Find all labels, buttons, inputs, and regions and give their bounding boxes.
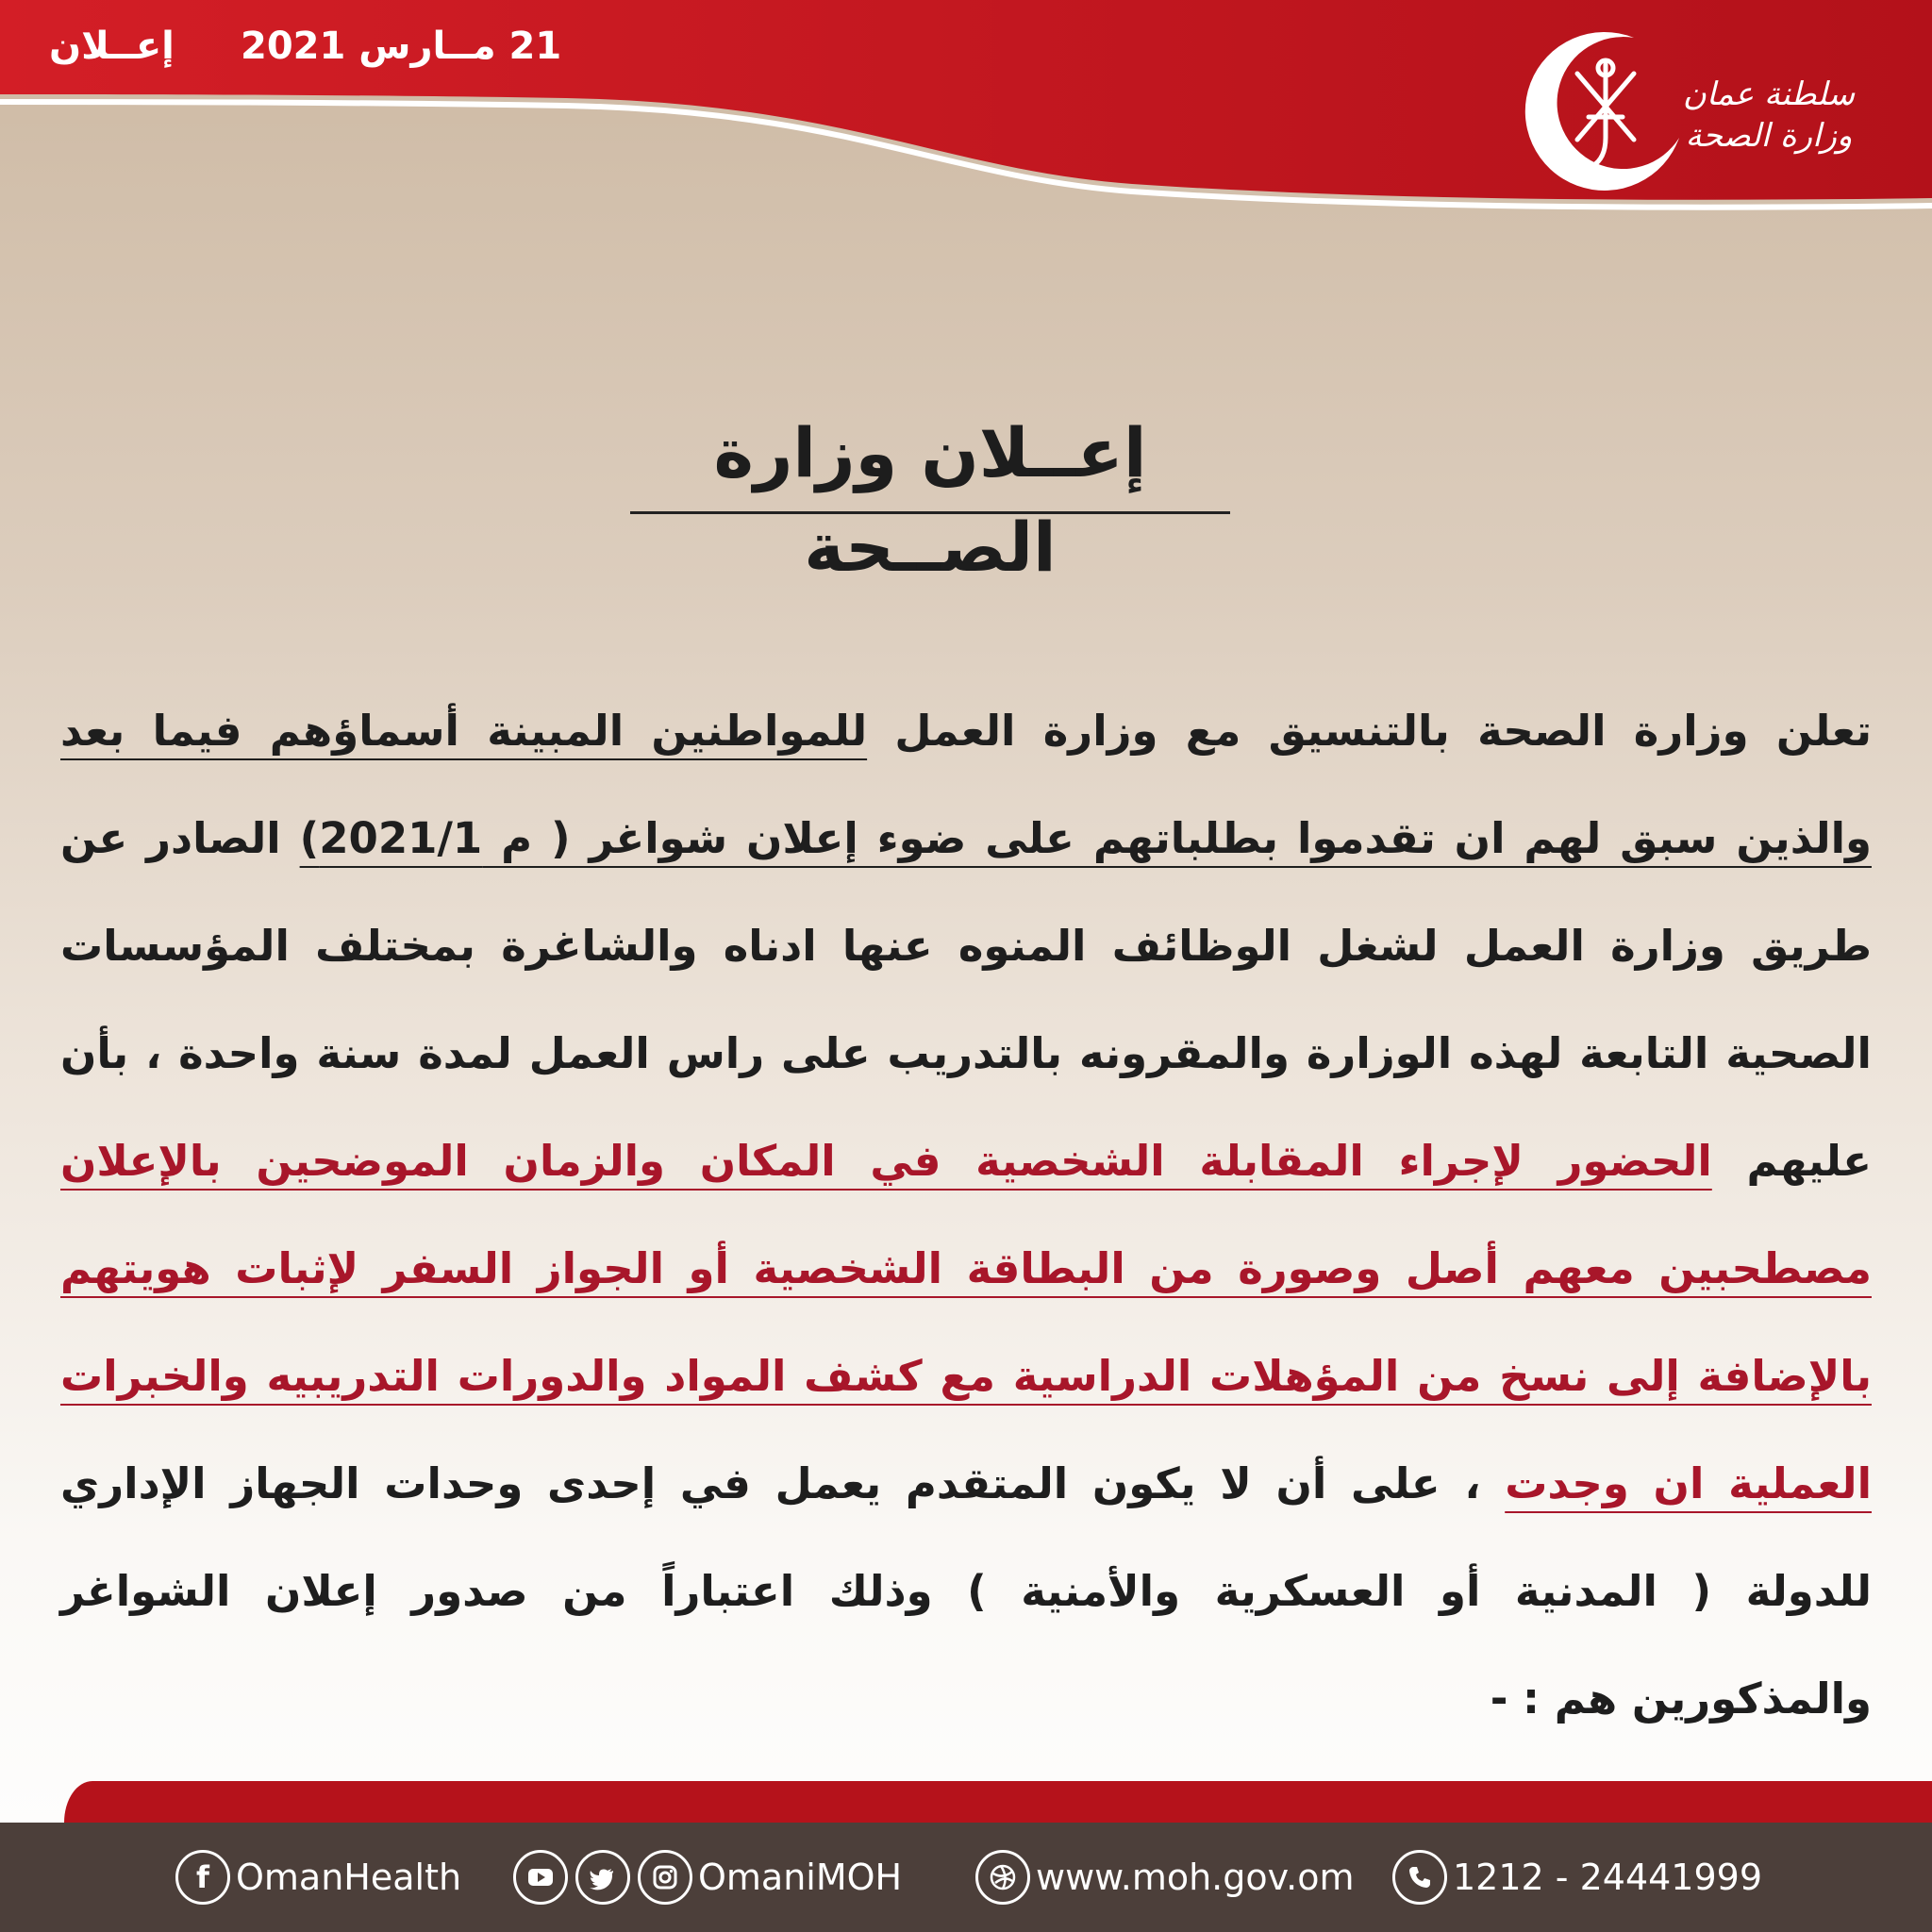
social-handle: OmaniMOH (698, 1857, 903, 1898)
header-label: إعــلان (49, 25, 175, 68)
bottom-stripe (64, 1781, 1932, 1823)
facebook-link[interactable] (175, 1847, 461, 1907)
globe-icon (975, 1850, 1030, 1905)
ministry-name (1641, 74, 1896, 157)
footer-bar (0, 1823, 1932, 1932)
instagram-icon (638, 1850, 692, 1905)
facebook-handle: OmanHealth (236, 1857, 462, 1898)
body-middle: الصادر عن طريق وزارة العمل لشغل الوظائف المنوه عنها ادناه والشاغرة بمختلف المؤسسات الصحية التابعة لهذه الوزارة والمقرونه بالتدريب على راس العمل لمدة سنة واحدة ، بأن عليهم (60, 813, 1872, 1186)
announcement-body (60, 677, 1873, 1724)
website-link[interactable] (975, 1847, 1355, 1907)
phone-link[interactable] (1392, 1847, 1762, 1907)
ministry-name-line2: وزارة الصحة (1685, 117, 1853, 155)
website-url: www.moh.gov.om (1036, 1857, 1355, 1898)
body-highlight: الحضور لإجراء المقابلة الشخصية في المكان والزمان الموضحين بالإعلان مصطحبين معهم أصل وصورة من البطاقة الشخصية أو الجواز السفر لإثبات هويتهم بالإضافة إلى نسخ من المؤهلات الدراسية مع كشف المواد والدورات التدريبيه والخبرات العملية ان وجدت (60, 1136, 1873, 1508)
body-intro: تعلن وزارة الصحة بالتنسيق مع وزارة العمل (867, 706, 1872, 756)
twitter-icon (575, 1850, 630, 1905)
social-links[interactable] (513, 1847, 902, 1907)
phone-icon (1392, 1850, 1447, 1905)
ministry-name-line1: سلطنة عمان (1682, 75, 1856, 113)
phone-number: 24441999 - 1212 (1453, 1857, 1763, 1898)
header-date: 21 مــارس 2021 (241, 25, 562, 68)
facebook-icon: f (175, 1850, 230, 1905)
body-end: ، على أن لا يكون المتقدم يعمل في إحدى وحدات الجهاز الإداري للدولة ( المدنية أو العسكرية والأمنية ) وذلك اعتباراً من صدور إعلان الشواغر والمذكورين هم : - (60, 1458, 1872, 1724)
body-underlined: للمواطنين المبينة أسماؤهم فيما بعد والذين سبق لهم ان تقدموا بطلباتهم على ضوء إعلان شواغر ( م 2021/1) (60, 706, 1872, 863)
page-title: إعــلان وزارة الصــحة (630, 406, 1230, 514)
youtube-icon (513, 1850, 568, 1905)
